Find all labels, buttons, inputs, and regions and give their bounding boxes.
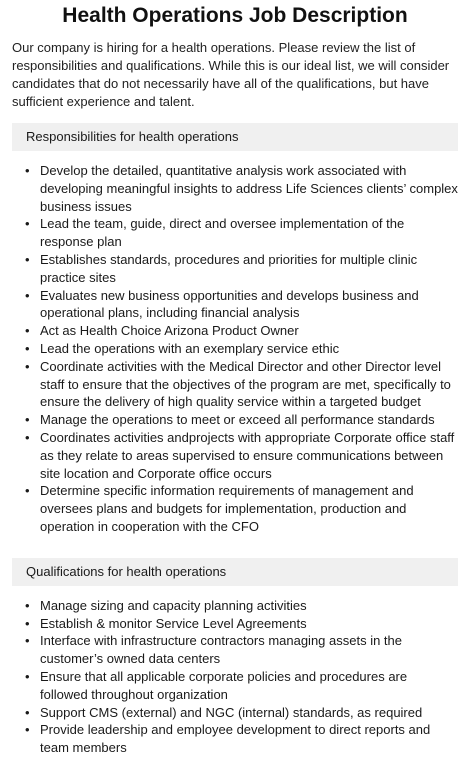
intro-paragraph: Our company is hiring for a health operations. Please review the list of responsibilities and qualifications. While this is our ideal list, we will consider candidates that do not necessarily have all of the qualifications, but have sufficient experience and talent. — [12, 40, 450, 109]
list-item: • Act as Health Choice Arizona Product Owner — [25, 323, 299, 339]
bullet-icon: • — [25, 163, 30, 178]
list-item: • Ensure that all applicable corporate policies and procedures are followed throughout organization — [25, 668, 408, 702]
bullet-icon: • — [25, 668, 30, 684]
list-item: • Lead the team, guide, direct and oversee implementation of the response plan — [25, 216, 405, 250]
list-item: • Support CMS (external) and NGC (internal) standards, as required — [25, 704, 423, 720]
qualifications-header: Qualifications for health operations — [12, 558, 458, 586]
bullet-icon: • — [25, 412, 30, 428]
bullet-icon: • — [25, 597, 30, 613]
bullet-icon: • — [25, 323, 30, 339]
bullet-icon: • — [25, 483, 30, 499]
bullet-icon: • — [25, 615, 30, 631]
bullet-icon: • — [25, 340, 30, 356]
bullet-icon: • — [25, 251, 30, 267]
list-item: • Manage the operations to meet or exceed all performance standards — [25, 412, 435, 428]
bullet-icon: • — [25, 358, 30, 374]
list-item: • Interface with infrastructure contractors managing assets in the customer’s owned data centers — [25, 633, 403, 667]
section-spacer — [12, 536, 458, 546]
bullet-icon: • — [25, 216, 30, 232]
responsibilities-list — [12, 162, 458, 536]
list-item: • Establishes standards, procedures and priorities for multiple clinic practice sites — [25, 251, 418, 285]
page-title: Health Operations Job Description — [62, 4, 408, 27]
list-item: • Coordinates activities andprojects with appropriate Corporate office staff as they relate to areas supervised to ensure communications between site location and Corporate office occurs — [25, 429, 455, 481]
list-item: • Coordinate activities with the Medical Director and other Director level staff to ensure that the objectives of the program are met, specifically to ensure the delivery of high quality service within a targeted budget — [25, 358, 451, 410]
responsibilities-header: Responsibilities for health operations — [12, 123, 458, 151]
bullet-icon: • — [25, 429, 30, 445]
list-item: • Evaluates new business opportunities and develops business and operational plans, including financial analysis — [25, 287, 419, 321]
list-item: • Determine specific information requirements of management and oversees plans and budgets for implementation, production and operation in cooperation with the CFO — [25, 483, 414, 534]
bullet-icon: • — [25, 287, 30, 303]
bullet-icon: • — [25, 704, 30, 720]
bullet-icon: • — [25, 633, 30, 649]
bullet-icon: • — [25, 722, 30, 738]
list-item: • Establish & monitor Service Level Agreements — [25, 615, 307, 631]
list-item: • Manage sizing and capacity planning activities — [25, 597, 307, 613]
list-item: • Lead the operations with an exemplary service ethic — [25, 340, 340, 356]
list-item: • Provide leadership and employee development to direct reports and team members — [25, 722, 431, 756]
list-item: • Develop the detailed, quantitative analysis work associated with developing meaningful insights to address Life Sciences clients’ complex business issues — [25, 163, 458, 214]
qualifications-list — [12, 597, 458, 757]
